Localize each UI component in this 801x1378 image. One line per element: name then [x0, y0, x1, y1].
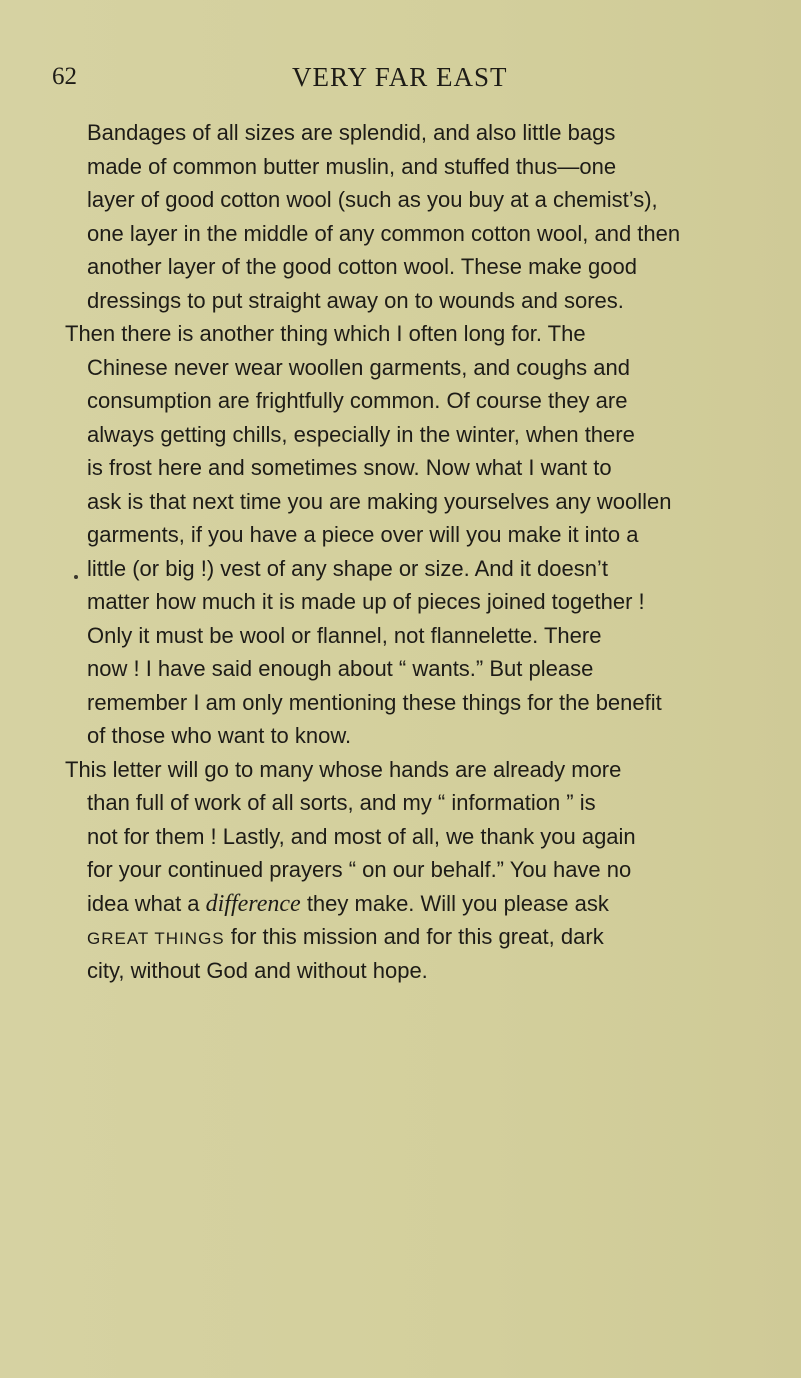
running-title: VERY FAR EAST [292, 62, 508, 92]
text-line: This letter will go to many whose hands are already more [65, 756, 622, 782]
text-line: of those who want to know. [87, 723, 352, 748]
body-text [65, 116, 797, 987]
text-line: now ! I have said enough about “ wants.” But please [87, 656, 594, 681]
text-line: city, without God and without hope. [87, 957, 428, 983]
page-number: 62 [52, 63, 77, 90]
text-line: matter how much it is made up of pieces joined together ! [87, 589, 645, 614]
text-line: little (or big !) vest of any shape or size. And it doesn’t [87, 555, 608, 581]
text-line: ask is that next time you are making yourselves any woollen [87, 488, 672, 514]
text-segment: for this mission and for this great, dark [224, 924, 604, 949]
page-header [52, 62, 752, 92]
text-line: than full of work of all sorts, and my “ information ” is [87, 790, 596, 815]
text-line: Then there is another thing which I often long for. The [65, 321, 586, 346]
text-line: Only it must be wool or flannel, not flannelette. There [87, 622, 602, 648]
text-line: one layer in the middle of any common cotton wool, and then [87, 220, 681, 246]
text-line: made of common butter muslin, and stuffed thus—one [87, 153, 617, 179]
text-line: not for them ! Lastly, and most of all, we thank you again [87, 823, 636, 849]
text-line: consumption are frightfully common. Of course they are [87, 388, 628, 413]
text-line: remember I am only mentioning these things for the benefit [87, 689, 662, 715]
text-line: Chinese never wear woollen garments, and coughs and [87, 354, 630, 380]
text-line [87, 887, 797, 921]
text-line: is frost here and sometimes snow. Now what I want to [87, 455, 612, 480]
text-line: Bandages of all sizes are splendid, and also little bags [87, 120, 616, 145]
text-line [87, 920, 797, 954]
text-line: dressings to put straight away on to wounds and sores. [87, 287, 624, 313]
text-line: layer of good cotton wool (such as you buy at a chemist’s), [87, 187, 658, 212]
text-line: another layer of the good cotton wool. These make good [87, 254, 637, 279]
text-line: for your continued prayers “ on our behalf.” You have no [87, 857, 632, 882]
margin-mark [74, 575, 78, 579]
text-segment: they make. Will you please ask [300, 890, 609, 916]
italic-word: difference [205, 890, 301, 917]
text-line: always getting chills, especially in the winter, when there [87, 421, 635, 447]
smallcaps-phrase: GREAT THINGS [87, 929, 225, 948]
text-segment: idea what a [87, 890, 206, 916]
text-line: garments, if you have a piece over will you make it into a [87, 522, 639, 547]
